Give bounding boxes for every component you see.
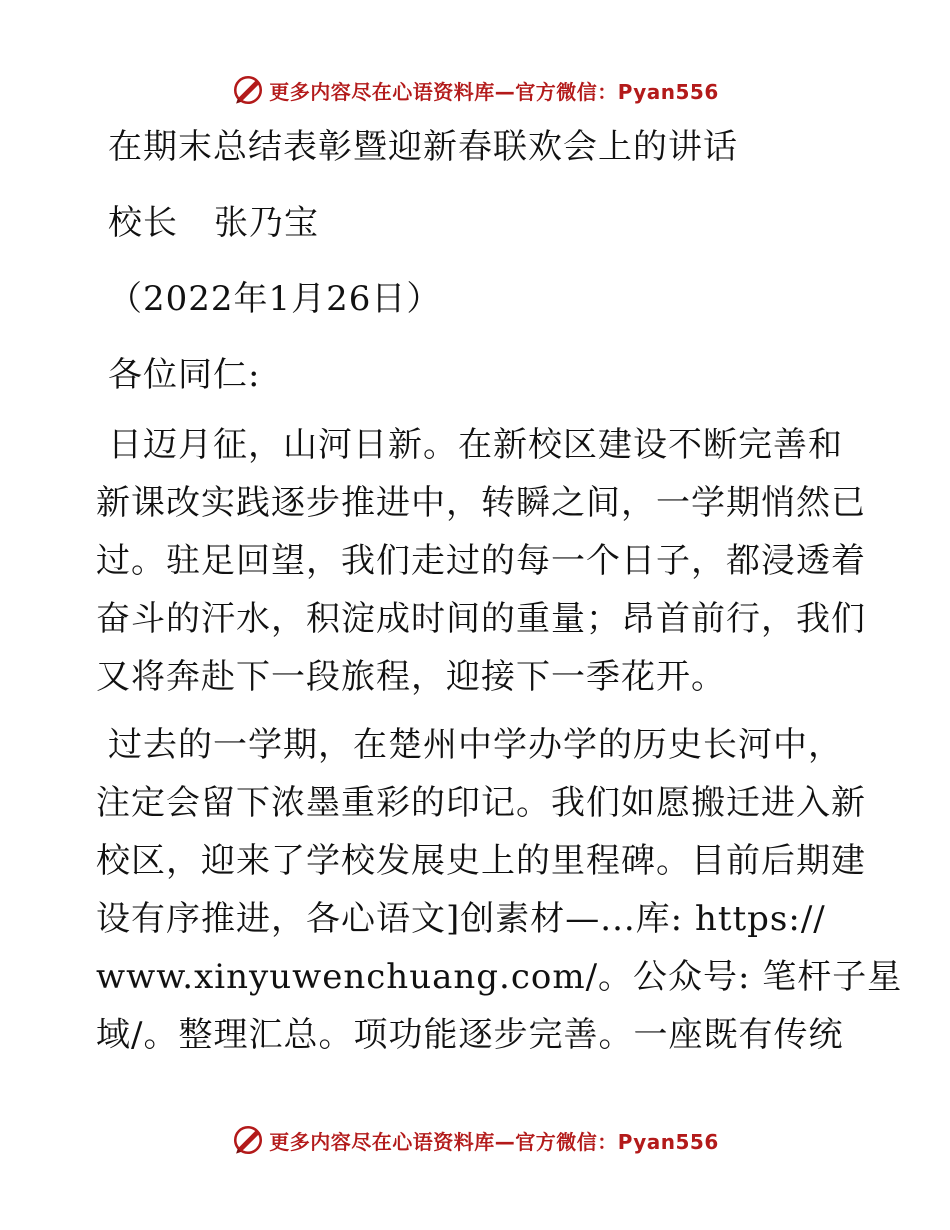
paragraph-line: 校区，迎来了学校发展史上的里程碑。目前后期建 — [96, 841, 866, 881]
paragraph-line: 奋斗的汗水，积淀成时间的重量；昂首前行，我们 — [96, 599, 866, 639]
paragraph-line: 注定会留下浓墨重彩的印记。我们如愿搬迁进入新 — [96, 783, 866, 823]
paragraph-2 — [96, 716, 903, 1064]
paragraph-line: 新课改实践逐步推进中，转瞬之间，一学期悄然已 — [96, 483, 866, 523]
paragraph-line: 域/。整理汇总。项功能逐步完善。一座既有传统 — [96, 1015, 844, 1055]
paragraph-line: 过。驻足回望，我们走过的每一个日子，都浸透着 — [96, 541, 866, 581]
author-line — [108, 194, 319, 252]
paragraph-line: 设有序推进，各心语文]创素材—...库: https:// — [96, 899, 826, 939]
pen-logo-icon — [231, 1123, 265, 1157]
pen-logo-icon — [231, 73, 265, 107]
paragraph-line: 过去的一学期，在楚州中学办学的历史长河中， — [108, 725, 843, 765]
author-role: 校长 — [108, 203, 178, 243]
watermark-banner-top — [0, 70, 950, 110]
watermark-banner-bottom — [0, 1120, 950, 1160]
document-date: （2022年1月26日） — [108, 279, 442, 319]
author-name: 张乃宝 — [214, 203, 319, 243]
paragraph-line: 又将奔赴下一段旅程，迎接下一季花开。 — [96, 657, 726, 697]
paragraph-line: www.xinyuwenchuang.com/。公众号: 笔杆子星 — [96, 957, 903, 997]
document-title: 在期末总结表彰暨迎新春联欢会上的讲话 — [108, 127, 738, 167]
greeting: 各位同仁: — [108, 355, 261, 395]
paragraph-1 — [96, 416, 866, 706]
watermark-text: 更多内容尽在心语资料库—官方微信：Pyan556 — [269, 1129, 719, 1154]
paragraph-line: 日迈月征，山河日新。在新校区建设不断完善和 — [108, 425, 843, 465]
watermark-text: 更多内容尽在心语资料库—官方微信：Pyan556 — [269, 79, 719, 104]
